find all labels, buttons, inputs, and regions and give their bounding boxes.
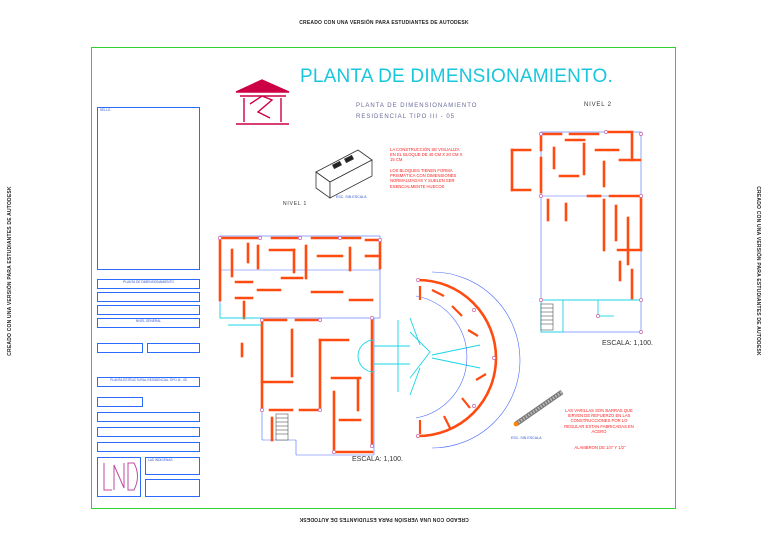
block-note-dimensions: LA CONSTRUCCIÓN SE VISUALIZA EN EL BLOQUE DE 40 CM X 20 CM X 15 CM: [390, 147, 463, 163]
student-watermark-bottom: CREADO CON UNA VERSIÓN PARA ESTUDIANTES DE AUTODESK: [299, 516, 469, 522]
drawing-subtitle-type: RESIDENCIAL TIPO III - 05: [356, 114, 456, 120]
concrete-block-icon: [316, 150, 372, 198]
rebar-scale-label: ESC. SIN ESCALA: [511, 436, 542, 440]
block-note-description: LOS BLOQUES TIENEN FORMA PRISMÁTICA CON DIMENSIONES NORMALIZADAS Y SUELEN SER ESENCIALMENTE HUECOS: [390, 168, 457, 189]
level-1-label: NIVEL 1: [283, 201, 308, 207]
rebar-icon: [514, 392, 562, 426]
scale-label-level-1: ESCALA: 1,100.: [352, 456, 403, 463]
title-row: PLANTA DE DIMENSIONAMIENTO: [97, 279, 200, 289]
scale-label-level-2: ESCALA: 1,100.: [602, 340, 653, 347]
level-2-label: NIVEL 2: [584, 102, 612, 108]
drawing-title: PLANTA DE DIMENSIONAMIENTO.: [300, 66, 613, 87]
rebar-sizes-note: ALAMBRON DE 1/4" Y 1/2": [574, 445, 626, 450]
floor-plan-level-1: [218, 236, 520, 455]
student-watermark-top: CREADO CON UNA VERSIÓN PARA ESTUDIANTES DE AUTODESK: [299, 20, 469, 26]
block-scale-label: ESC. SIN ESCALA: [336, 195, 367, 199]
floor-plan-level-2: [512, 130, 643, 333]
stamp-label: SELLO: [100, 108, 111, 112]
title-row: PLANTA ESTRUCTURAL RESIDENCIAL TIPO III - 05: [97, 377, 200, 387]
student-watermark-right: CREADO CON UNA VERSIÓN PARA ESTUDIANTES DE AUTODESK: [755, 186, 761, 356]
footer-text: LAS INDIGENAS: [148, 458, 173, 462]
title-row: NIVEL GENERAL: [97, 318, 200, 328]
house-logo-icon: [236, 80, 289, 124]
drawing-subtitle: PLANTA DE DIMENSIONAMIENTO: [356, 103, 478, 109]
rebar-note: LAS VARILLAS SON BARRAS QUE SIRVEN DE REFUERZO EN LAS CONSTRUCCIONES POR LO REGULAR ESTAN FABRICADAS EN ACERO: [564, 408, 634, 434]
student-watermark-left: CREADO CON UNA VERSIÓN PARA ESTUDIANTES DE AUTODESK: [7, 186, 13, 356]
